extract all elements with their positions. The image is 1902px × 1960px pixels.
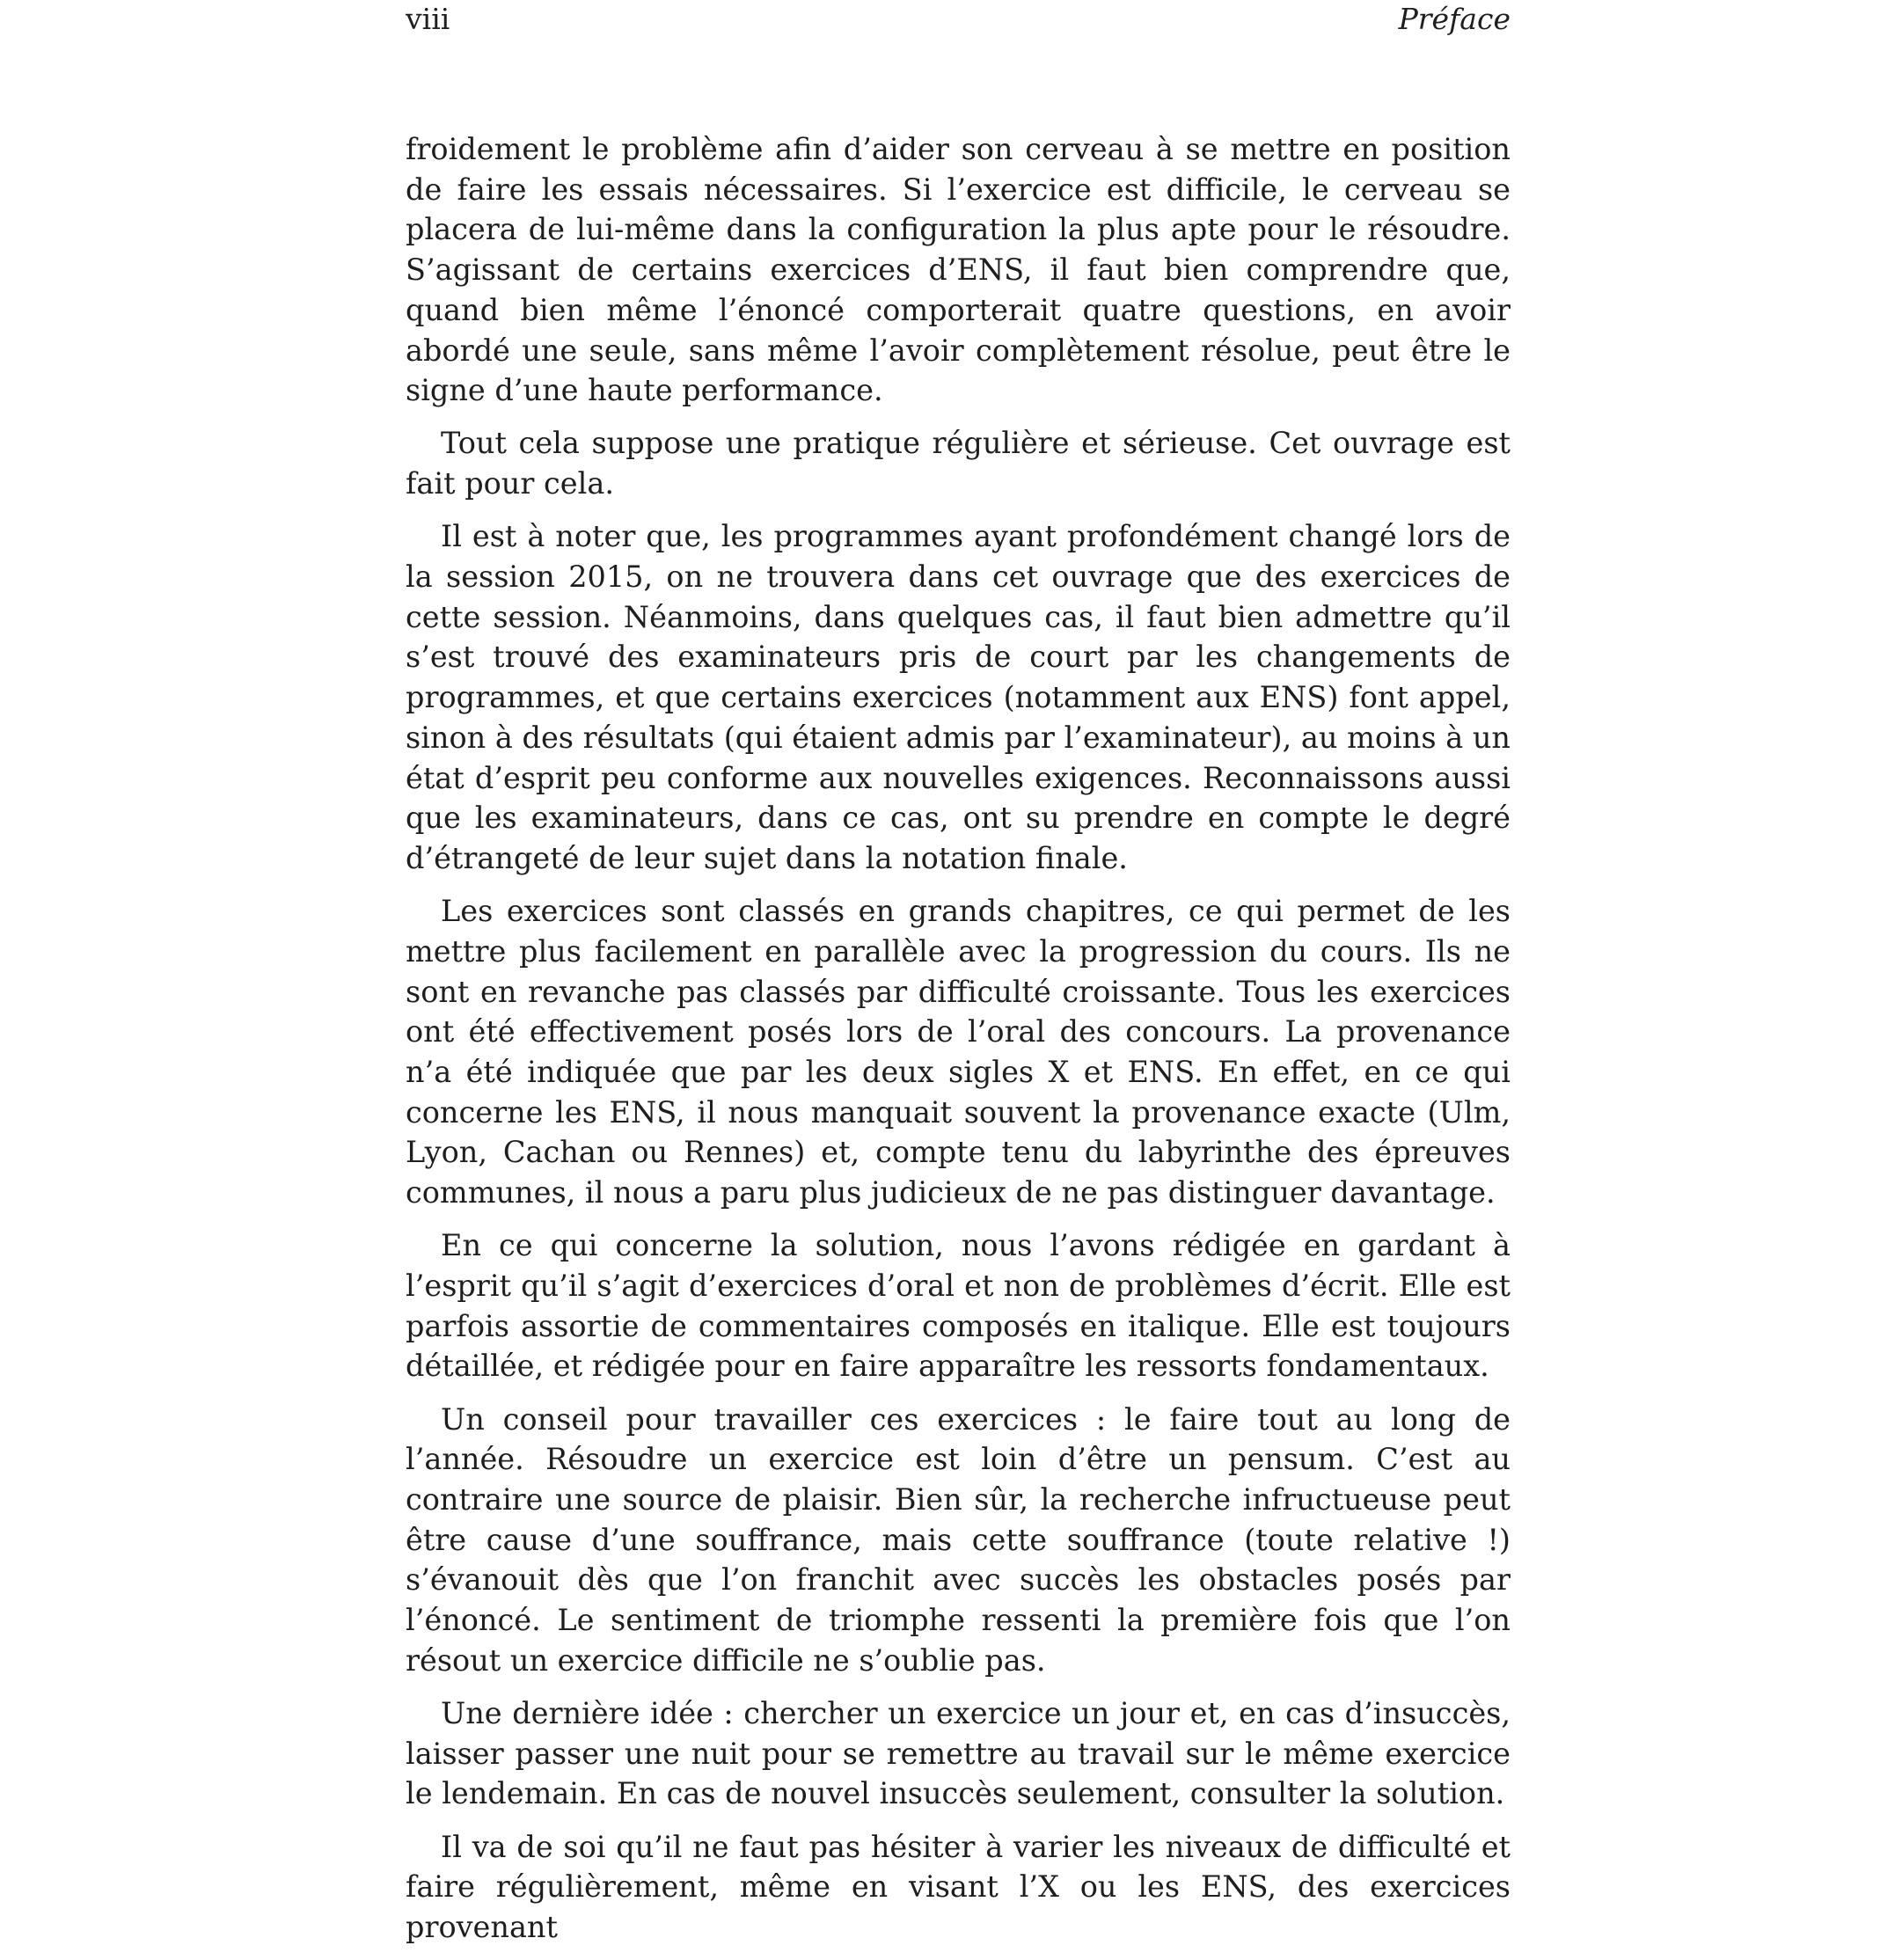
- paragraph: Un conseil pour travailler ces exercices : le faire tout au long de l’année. Résoudre un exercice est loin d’être un pensum. C’est au contraire une source de plaisir. Bien sûr, la recherche infructueuse peut être cause d’une souffrance, mais cette souffrance (toute relative !) s’évanouit dès que l’on franchit avec succès les obstacles posés par l’énoncé. Le sentiment de triomphe ressenti la première fois que l’on résout un exercice difficile ne s’oublie pas.: [406, 1401, 1511, 1678]
- paragraph: Une dernière idée : chercher un exercice un jour et, en cas d’insuccès, laisser passer une nuit pour se remettre au travail sur le même exercice le lendemain. En cas de nouvel insuccès seulement, consulter la solution.: [406, 1696, 1511, 1811]
- paragraph-continued: froidement le problème afin d’aider son cerveau à se mettre en position de faire les essais nécessaires. Si l’exercice est difficile, le cerveau se placera de lui-même dans la configuration la plus apte pour le résoudre. S’agissant de certains exercices d’ENS, il faut bien comprendre que, quand bien même l’énoncé comporterait quatre questions, en avoir abordé une seule, sans même l’avoir complètement résolue, peut être le signe d’une haute performance.: [406, 132, 1511, 408]
- paragraph: Les exercices sont classés en grands chapitres, ce qui permet de les mettre plus facilement en parallèle avec la progression du cours. Ils ne sont en revanche pas classés par difficulté croissante. Tous les exercices ont été effectivement posés lors de l’oral des concours. La provenance n’a été indiquée que par les deux sigles X et ENS. En effet, en ce qui concerne les ENS, il nous manquait souvent la provenance exacte (Ulm, Lyon, Cachan ou Rennes) et, compte tenu du labyrinthe des épreuves communes, il nous a paru plus judicieux de ne pas distinguer davantage.: [406, 894, 1511, 1210]
- book-page: [406, 0, 1511, 1945]
- page-number: viii: [406, 2, 450, 36]
- body-text: [406, 129, 1511, 1960]
- paragraph: Il est à noter que, les programmes ayant profondément changé lors de la session 2015, on ne trouvera dans cet ouvrage que des exercices de cette session. Néanmoins, dans quelques cas, il faut bien admettre qu’il s’est trouvé des examinateurs pris de court par les changements de programmes, et que certains exercices (notamment aux ENS) font appel, sinon à des résultats (qui étaient admis par l’examinateur), au moins à un état d’esprit peu conforme aux nouvelles exigences. Reconnaissons aussi que les examinateurs, dans ce cas, ont su prendre en compte le degré d’étrangeté de leur sujet dans la notation finale.: [406, 519, 1511, 875]
- paragraph: En ce qui concerne la solution, nous l’avons rédigée en gardant à l’esprit qu’il s’agit d’exercices d’oral et non de problèmes d’écrit. Elle est parfois assortie de commentaires composés en italique. Elle est toujours détaillée, et rédigée pour en faire apparaître les ressorts fondamentaux.: [406, 1228, 1511, 1384]
- paragraph: Tout cela suppose une pratique régulière et sérieuse. Cet ouvrage est fait pour cela.: [406, 426, 1511, 501]
- paragraph: Il va de soi qu’il ne faut pas hésiter à varier les niveaux de difficulté et faire régulièrement, même en visant l’X ou les ENS, des exercices provenant: [406, 1829, 1511, 1945]
- running-head: [406, 0, 1511, 39]
- running-title: Préface: [1398, 2, 1511, 36]
